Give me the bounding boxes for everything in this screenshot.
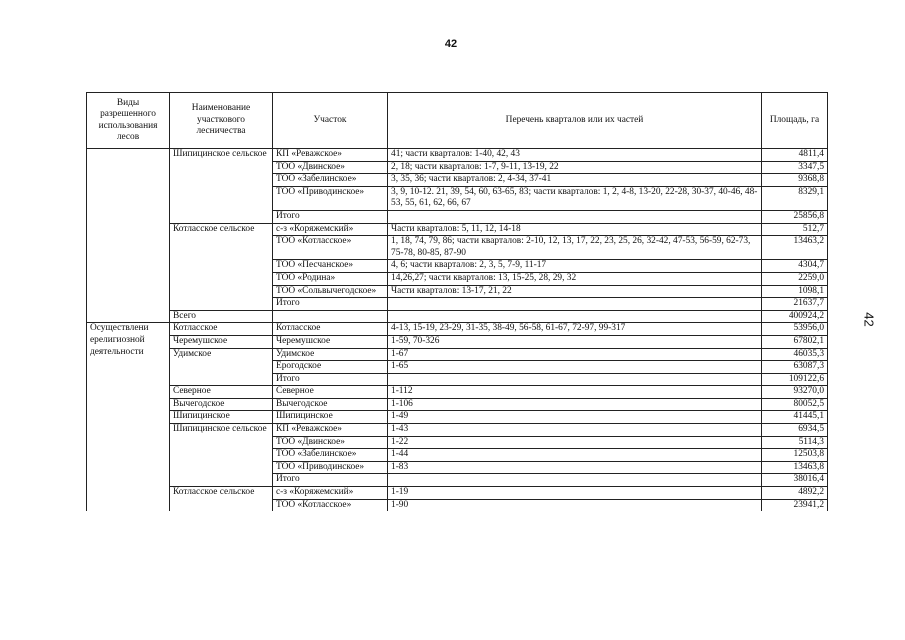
forestry-cell: Котласское сельское — [170, 487, 273, 512]
area-cell: 38016,4 — [762, 474, 828, 487]
section-cell: ТОО «Родина» — [273, 272, 388, 285]
forestry-cell: Северное — [170, 386, 273, 399]
area-cell: 512,7 — [762, 223, 828, 236]
quarters-cell: 1-106 — [388, 398, 762, 411]
quarters-cell: 1-43 — [388, 424, 762, 437]
forestry-cell: Вычегодское — [170, 398, 273, 411]
section-cell — [273, 310, 388, 323]
quarters-cell: 4, 6; части кварталов: 2, 3, 5, 7-9, 11-17 — [388, 260, 762, 273]
total-label-cell: Всего — [170, 310, 273, 323]
quarters-cell — [388, 373, 762, 386]
section-cell: ТОО «Котласское» — [273, 499, 388, 511]
area-cell: 13463,8 — [762, 461, 828, 474]
area-cell: 12503,8 — [762, 449, 828, 462]
header-section: Участок — [273, 93, 388, 149]
section-cell: Итого — [273, 298, 388, 311]
area-cell: 1098,1 — [762, 285, 828, 298]
section-cell: ТОО «Приводинское» — [273, 186, 388, 210]
area-cell: 13463,2 — [762, 236, 828, 260]
use-cell — [87, 149, 170, 323]
section-cell: ТОО «Двинское» — [273, 436, 388, 449]
table-row — [87, 386, 828, 399]
section-cell: с-з «Коряжемский» — [273, 487, 388, 500]
forestry-cell: Шипицинское сельское — [170, 149, 273, 224]
quarters-cell — [388, 310, 762, 323]
area-cell: 400924,2 — [762, 310, 828, 323]
quarters-cell — [388, 298, 762, 311]
quarters-cell: 1-65 — [388, 361, 762, 374]
quarters-cell: 1-59, 70-326 — [388, 335, 762, 348]
section-cell: ТОО «Забелинское» — [273, 174, 388, 187]
forestry-cell: Шипицинское сельское — [170, 424, 273, 487]
page-number-top: 42 — [444, 38, 458, 50]
section-cell: КП «Реважское» — [273, 424, 388, 437]
area-cell: 93270,0 — [762, 386, 828, 399]
quarters-cell — [388, 474, 762, 487]
area-cell: 25856,8 — [762, 210, 828, 223]
quarters-cell: 4-13, 15-19, 23-29, 31-35, 38-49, 56-58, 61-67, 72-97, 99-317 — [388, 323, 762, 336]
area-cell: 4304,7 — [762, 260, 828, 273]
table-header-row — [87, 93, 828, 149]
table-row — [87, 149, 828, 162]
quarters-cell: 41; части кварталов: 1-40, 42, 43 — [388, 149, 762, 162]
quarters-cell: 1-83 — [388, 461, 762, 474]
area-cell: 9368,8 — [762, 174, 828, 187]
area-cell: 3347,5 — [762, 161, 828, 174]
section-cell: Итого — [273, 210, 388, 223]
table-row — [87, 223, 828, 236]
area-cell: 2259,0 — [762, 272, 828, 285]
table-row-total — [87, 310, 828, 323]
area-cell: 53956,0 — [762, 323, 828, 336]
area-cell: 80052,5 — [762, 398, 828, 411]
section-cell: Вычегодское — [273, 398, 388, 411]
quarters-cell: 1-90 — [388, 499, 762, 511]
header-quarters: Перечень кварталов или их частей — [388, 93, 762, 149]
header-area: Площадь, га — [762, 93, 828, 149]
forest-use-table — [86, 92, 828, 511]
header-use: Виды разрешенного использования лесов — [87, 93, 170, 149]
table-row — [87, 398, 828, 411]
quarters-cell — [388, 210, 762, 223]
section-cell: Ерогодское — [273, 361, 388, 374]
page-number-side: 42 — [861, 312, 877, 327]
section-cell: ТОО «Забелинское» — [273, 449, 388, 462]
table-row — [87, 424, 828, 437]
section-cell: Северное — [273, 386, 388, 399]
section-cell: Итого — [273, 474, 388, 487]
quarters-cell: Части кварталов: 5, 11, 12, 14-18 — [388, 223, 762, 236]
quarters-cell: 1-49 — [388, 411, 762, 424]
area-cell: 8329,1 — [762, 186, 828, 210]
quarters-cell: 1-19 — [388, 487, 762, 500]
table-row — [87, 411, 828, 424]
area-cell: 109122,6 — [762, 373, 828, 386]
quarters-cell: 3, 35, 36; части кварталов: 2, 4-34, 37-41 — [388, 174, 762, 187]
section-cell: ТОО «Котласское» — [273, 236, 388, 260]
area-cell: 63087,3 — [762, 361, 828, 374]
area-cell: 4892,2 — [762, 487, 828, 500]
section-cell: Котласское — [273, 323, 388, 336]
area-cell: 23941,2 — [762, 499, 828, 511]
area-cell: 6934,5 — [762, 424, 828, 437]
quarters-cell: 1-44 — [388, 449, 762, 462]
quarters-cell: 1-112 — [388, 386, 762, 399]
forestry-cell: Удимское — [170, 348, 273, 386]
quarters-cell: 3, 9, 10-12. 21, 39, 54, 60, 63-65, 83; части кварталов: 1, 2, 4-8, 13-20, 22-28, 30-37, 40-46, 48-53, 55, 61, 62, 66, 67 — [388, 186, 762, 210]
section-cell: ТОО «Песчанское» — [273, 260, 388, 273]
header-forestry: Наименование участкового лесничества — [170, 93, 273, 149]
section-cell: с-з «Коряжемский» — [273, 223, 388, 236]
section-cell: КП «Реважское» — [273, 149, 388, 162]
table-row — [87, 323, 828, 336]
quarters-cell: 14,26,27; части кварталов: 13, 15-25, 28, 29, 32 — [388, 272, 762, 285]
forestry-cell: Шипицинское — [170, 411, 273, 424]
section-cell: Удимское — [273, 348, 388, 361]
forestry-cell: Котласское сельское — [170, 223, 273, 310]
quarters-cell: Части кварталов: 13-17, 21, 22 — [388, 285, 762, 298]
section-cell: ТОО «Двинское» — [273, 161, 388, 174]
section-cell: Черемушское — [273, 335, 388, 348]
area-cell: 41445,1 — [762, 411, 828, 424]
area-cell: 5114,3 — [762, 436, 828, 449]
area-cell: 46035,3 — [762, 348, 828, 361]
area-cell: 4811,4 — [762, 149, 828, 162]
table-row — [87, 487, 828, 500]
forestry-cell: Котласское — [170, 323, 273, 336]
section-cell: ТОО «Приводинское» — [273, 461, 388, 474]
forestry-cell: Черемушское — [170, 335, 273, 348]
table-row — [87, 335, 828, 348]
section-cell: Итого — [273, 373, 388, 386]
quarters-cell: 1-22 — [388, 436, 762, 449]
area-cell: 21637,7 — [762, 298, 828, 311]
quarters-cell: 2, 18; части кварталов: 1-7, 9-11, 13-19, 22 — [388, 161, 762, 174]
section-cell: Шипицинское — [273, 411, 388, 424]
section-cell: ТОО «Сольвычегодское» — [273, 285, 388, 298]
quarters-cell: 1-67 — [388, 348, 762, 361]
use-cell: Осуществлени ерелигиозной деятельности — [87, 323, 170, 511]
quarters-cell: 1, 18, 74, 79, 86; части кварталов: 2-10, 12, 13, 17, 22, 23, 25, 26, 32-42, 47-53, 56-59, 62-73, 75-78, 80-85, 87-90 — [388, 236, 762, 260]
table-row — [87, 348, 828, 361]
area-cell: 67802,1 — [762, 335, 828, 348]
